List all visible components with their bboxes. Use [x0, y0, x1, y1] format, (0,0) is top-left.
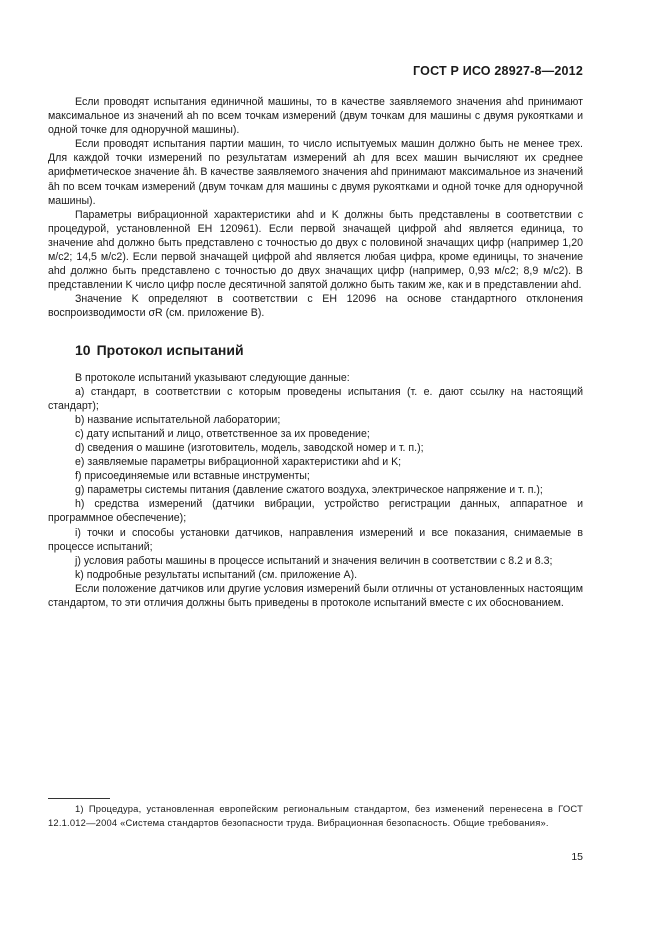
- paragraph-single-machine: Если проводят испытания единичной машины, то в качестве заявляемого значения ahd принимают максимальное из значений ah по всем точкам измерений (двум точкам для машины с двумя рукоятками и одной точке для одноручной машины).: [48, 96, 583, 137]
- page-body: [48, 95, 583, 610]
- protocol-item-c: c) дату испытаний и лицо, ответственное за их проведение;: [75, 427, 370, 440]
- section-heading: [75, 341, 583, 359]
- protocol-item-k: k) подробные результаты испытаний (см. приложение А).: [75, 568, 358, 581]
- protocol-item-h: h) средства измерений (датчики вибрации, устройство регистрации данных, аппаратное и программное обеспечение);: [48, 498, 583, 525]
- section-number: 10: [75, 341, 91, 358]
- protocol-intro: В протоколе испытаний указывают следующие данные:: [75, 371, 350, 384]
- protocol-item-f: f) присоединяемые или вставные инструменты;: [75, 470, 310, 483]
- protocol-item-b: b) название испытательной лаборатории;: [75, 413, 281, 426]
- protocol-item-a: a) стандарт, в соответствии с которым проведены испытания (т. е. дают ссылку на настоящий стандарт);: [48, 385, 583, 412]
- protocol-item-i: i) точки и способы установки датчиков, направления измерений и все показания, снимаемые в процессе испытаний;: [48, 526, 583, 553]
- page-number: 15: [571, 851, 583, 863]
- paragraph-batch-machines: Если проводят испытания партии машин, то число испытуемых машин должно быть не менее трех. Для каждой точки измерений по результатам измерений ah для всех машин вычисляют их среднее арифметическое значение ā̄h. В качестве заявляемого значения ahd принимают максимальное из значений ā̄h по всем точкам измерений (двум точкам для машины с двумя рукоятками и одной точке для одноручной машины).: [48, 138, 583, 207]
- section-title: Протокол испытаний: [96, 341, 244, 358]
- paragraph-k-value: Значение K определяют в соответствии с ЕН 12096 на основе стандартного отклонения воспроизводимости σR (см. приложение В).: [48, 293, 583, 320]
- protocol-item-j: j) условия работы машины в процессе испытаний и значения величин в соответствии с 8.2 и 8.3;: [75, 554, 553, 567]
- protocol-closing: Если положение датчиков или другие условия измерений были отличны от установленных настоящим стандартом, то эти отличия должны быть приведены в протоколе испытаний вместе с их обоснованием.: [48, 582, 583, 609]
- footnote: 1) Процедура, установленная европейским региональным стандартом, без изменений перенесена в ГОСТ 12.1.012—2004 «Система стандартов безопасности труда. Вибрационная безопасность. Общие требования».: [48, 803, 583, 829]
- protocol-item-e: e) заявляемые параметры вибрационной характеристики ahd и K;: [75, 456, 402, 469]
- protocol-item-g: g) параметры системы питания (давление сжатого воздуха, электрическое напряжение и т. п.);: [75, 484, 543, 497]
- footnote-separator: [48, 798, 110, 799]
- protocol-item-d: d) сведения о машине (изготовитель, модель, заводской номер и т. п.);: [75, 441, 424, 454]
- standard-header: ГОСТ Р ИСО 28927-8—2012: [413, 64, 583, 78]
- paragraph-parameters: Параметры вибрационной характеристики ahd и K должны быть представлены в соответствии с процедурой, установленной ЕН 120961). Если первой значащей цифрой ahd является единица, то значение ahd должно быть представлено с точностью до двух с половиной значащих цифр (например 1,20 м/с2; 14,5 м/с2). Если первой значащей цифрой ahd является любая цифра, кроме единицы, то значение ahd должно быть представлено с точностью до двух значащих цифр (например, 0,93 м/с2; 8,9 м/с2). В представлении K число цифр после десятичной запятой должно быть таким же, как и в представлении ahd.: [48, 208, 583, 292]
